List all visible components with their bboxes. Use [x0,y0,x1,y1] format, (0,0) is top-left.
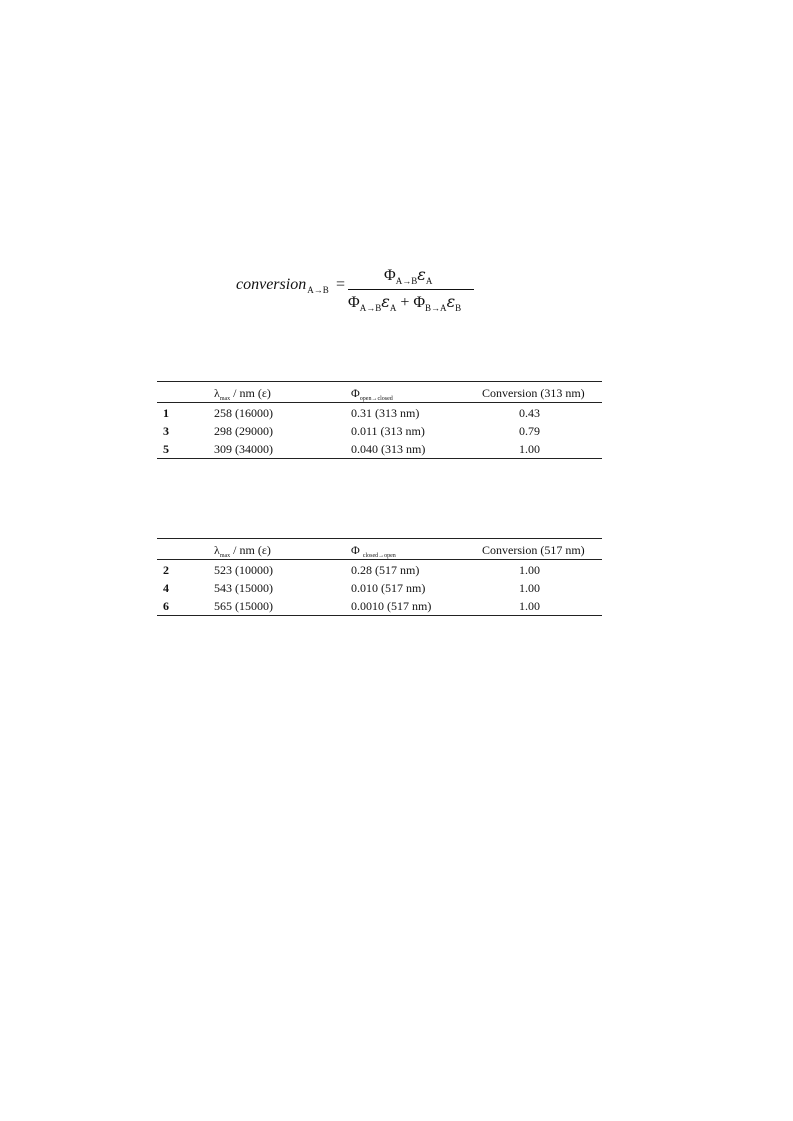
conversion-value: 1.00 [519,563,540,577]
compound-id: 2 [163,563,169,577]
conversion-value: 1.00 [519,581,540,595]
denominator-plus: + [400,294,410,311]
table-bottom-rule [157,615,602,616]
compound-id: 1 [163,406,169,420]
header-conversion: Conversion (517 nm) [482,543,585,557]
table-bottom-rule [157,458,602,459]
denominator-epsilon-1-sub: A [389,303,397,313]
denominator-phi-1-sub: A→B [359,303,382,313]
equation-lhs [236,276,329,294]
table-row [157,579,602,597]
header-lambda-sub: max [219,553,231,559]
conversion-value: 1.00 [519,442,540,456]
phi-value: 0.011 (313 nm) [351,424,425,438]
phi-value: 0.28 (517 nm) [351,563,420,577]
header-lambda-sub: max [219,396,231,402]
numerator-phi: Φ [384,267,396,284]
header-phi-sub: closed→open [362,553,396,559]
header-lambda [214,386,271,401]
lambda-value: 258 (16000) [214,406,273,420]
compound-id: 4 [163,581,169,595]
equation-lhs-text: conversion [236,276,307,293]
compound-id: 6 [163,599,169,613]
denominator-epsilon-2: ε [446,292,456,311]
table-open-to-closed [157,381,602,459]
denominator-phi-1: Φ [348,294,360,311]
table-header-row [157,539,602,559]
header-lambda-unit: / nm (ε) [230,386,271,400]
denominator-epsilon-2-sub: B [455,303,462,313]
table-row [157,597,602,615]
conversion-value: 0.43 [519,406,540,420]
phi-value: 0.010 (517 nm) [351,581,426,595]
header-phi-sub: open→closed [359,396,393,402]
header-lambda-unit: / nm (ε) [230,543,271,557]
compound-id: 5 [163,442,169,456]
conversion-value: 0.79 [519,424,540,438]
header-phi-symbol: Φ [351,386,360,400]
numerator-epsilon: ε [417,265,426,284]
header-phi [351,543,396,558]
table-row [157,422,602,440]
table-closed-to-open [157,538,602,616]
header-lambda-symbol: λ [214,543,220,557]
lambda-value: 298 (29000) [214,424,273,438]
equation-numerator [384,265,432,285]
table-row [157,404,602,422]
phi-value: 0.31 (313 nm) [351,406,420,420]
table-row [157,561,602,579]
compound-id: 3 [163,424,169,438]
equation-equals: = [336,276,346,293]
fraction-bar [348,289,474,290]
denominator-phi-2: Φ [413,294,426,311]
table-row [157,440,602,458]
header-phi-symbol: Φ [351,543,360,557]
denominator-epsilon-1: ε [381,292,390,311]
phi-value: 0.0010 (517 nm) [351,599,432,613]
lambda-value: 565 (15000) [214,599,273,613]
numerator-epsilon-sub: A [425,276,433,286]
header-phi [351,386,393,401]
denominator-phi-2-sub: B→A [425,303,447,313]
equation-denominator [348,292,461,312]
header-conversion: Conversion (313 nm) [482,386,585,400]
table-header-row [157,382,602,402]
lambda-value: 523 (10000) [214,563,273,577]
lambda-value: 543 (15000) [214,581,273,595]
conversion-value: 1.00 [519,599,540,613]
numerator-phi-sub: A→B [395,276,418,286]
phi-value: 0.040 (313 nm) [351,442,426,456]
header-lambda [214,543,271,558]
lambda-value: 309 (34000) [214,442,273,456]
header-lambda-symbol: λ [214,386,220,400]
equation-lhs-subscript: A→B [307,285,329,295]
conversion-equation [236,265,536,318]
